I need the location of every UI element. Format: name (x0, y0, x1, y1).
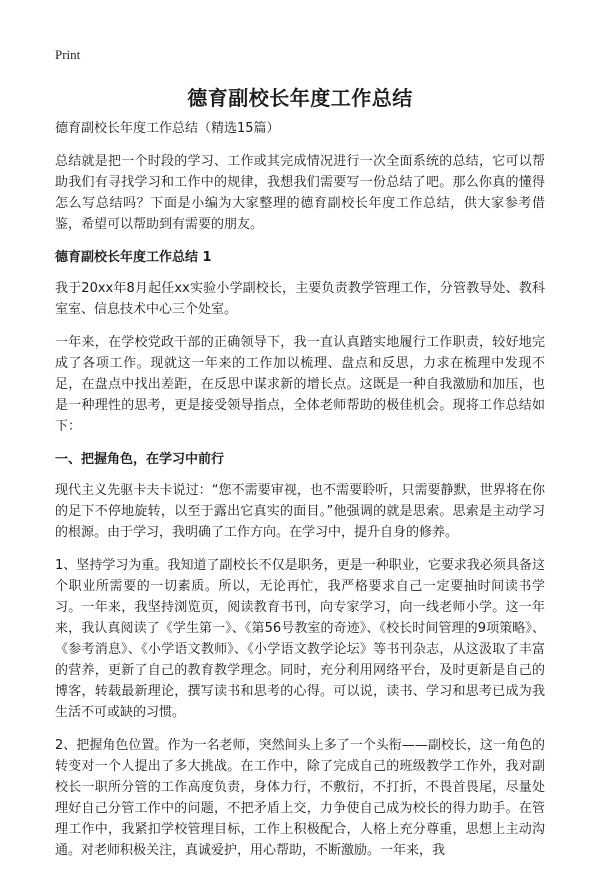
page-title: 德育副校长年度工作总结 (187, 86, 413, 110)
intro-paragraph: 总结就是把一个时段的学习、工作或其完成情况进行一次全面系统的总结，它可以帮助我们有寻找学习和工作中的规律，我想我们需要写一份总结了吧。那么你真的懂得怎么写总结吗？下面是小编为大家整理的德育副校长年度工作总结，供大家参考借鉴，希望可以帮助到有需要的朋友。 (55, 154, 545, 232)
subtitle: 德育副校长年度工作总结（精选15篇） (55, 121, 280, 136)
article-body (55, 118, 545, 873)
section-heading: 一、把握角色，在学习中前行 (55, 452, 225, 467)
article-heading: 德育副校长年度工作总结 1 (55, 250, 212, 265)
print-link[interactable]: Print (55, 47, 81, 62)
paragraph: 我于20xx年8月起任xx实验小学副校长，主要负责教学管理工作，分管教导处、教科室室、信息技术中心三个处室。 (55, 281, 545, 317)
paragraph: 2、把握角色位置。作为一名老师，突然间头上多了一个头衔——副校长，这一角色的转变对一个人提出了多大挑战。在工作中，除了完成自己的班级教学工作外，我对副校长一职所分管的工作高度负责，身体力行，不敷衍，不打折，不畏首畏尾，尽量处理好自己分管工作中的问题，不把矛盾上交，力争使自己成为校长的得力助手。在管理工作中，我紧扣学校管理目标，工作上积极配合，人格上充分尊重，思想上主动沟通。对老师积极关注，真诚爱护，用心帮助，不断激励。一年来，我 (55, 738, 545, 858)
paragraph: 现代主义先驱卡夫卡说过：“您不需要审视，也不需要聆听，只需要静默，世界将在你的足下不停地旋转，以至于露出它真实的面目。”他强调的就是思索。思索是主动学习的根源。由于学习，我明确了工作方向。在学习中，提升自身的修养。 (55, 483, 545, 540)
paragraph: 一年来，在学校党政干部的正确领导下，我一直认真踏实地履行工作职责，较好地完成了各项工作。现就这一年来的工作加以梳理、盘点和反思，力求在梳理中发现不足，在盘点中找出差距，在反思中谋求新的增长点。这既是一种自我激励和加压，也是一种理性的思考，更是接受领导指点，全体老师帮助的极佳机会。现将工作总结如下： (55, 335, 545, 434)
paragraph: 1、坚持学习为重。我知道了副校长不仅是职务，更是一种职业，它要求我必须具备这个职业所需要的一切素质。所以，无论再忙，我严格要求自己一定要抽时间读书学习。一年来，我坚持浏览页，阅读教育书刊，向专家学习，向一线老师小学。这一年来，我认真阅读了《学生第一》、《第56号教室的奇迹》、《校长时间管理的9项策略》、《参考消息》、《小学语文教师》、《小学语文教学论坛》等书刊杂志，从这汲取了丰富的营养，更新了自己的教育教学理念。同时，充分利用网络平台，及时更新是自己的博客，转载最新理论，撰写读书和思考的心得。可以说，读书、学习和思考已成为我生活不可或缺的习惯。 (55, 558, 545, 720)
